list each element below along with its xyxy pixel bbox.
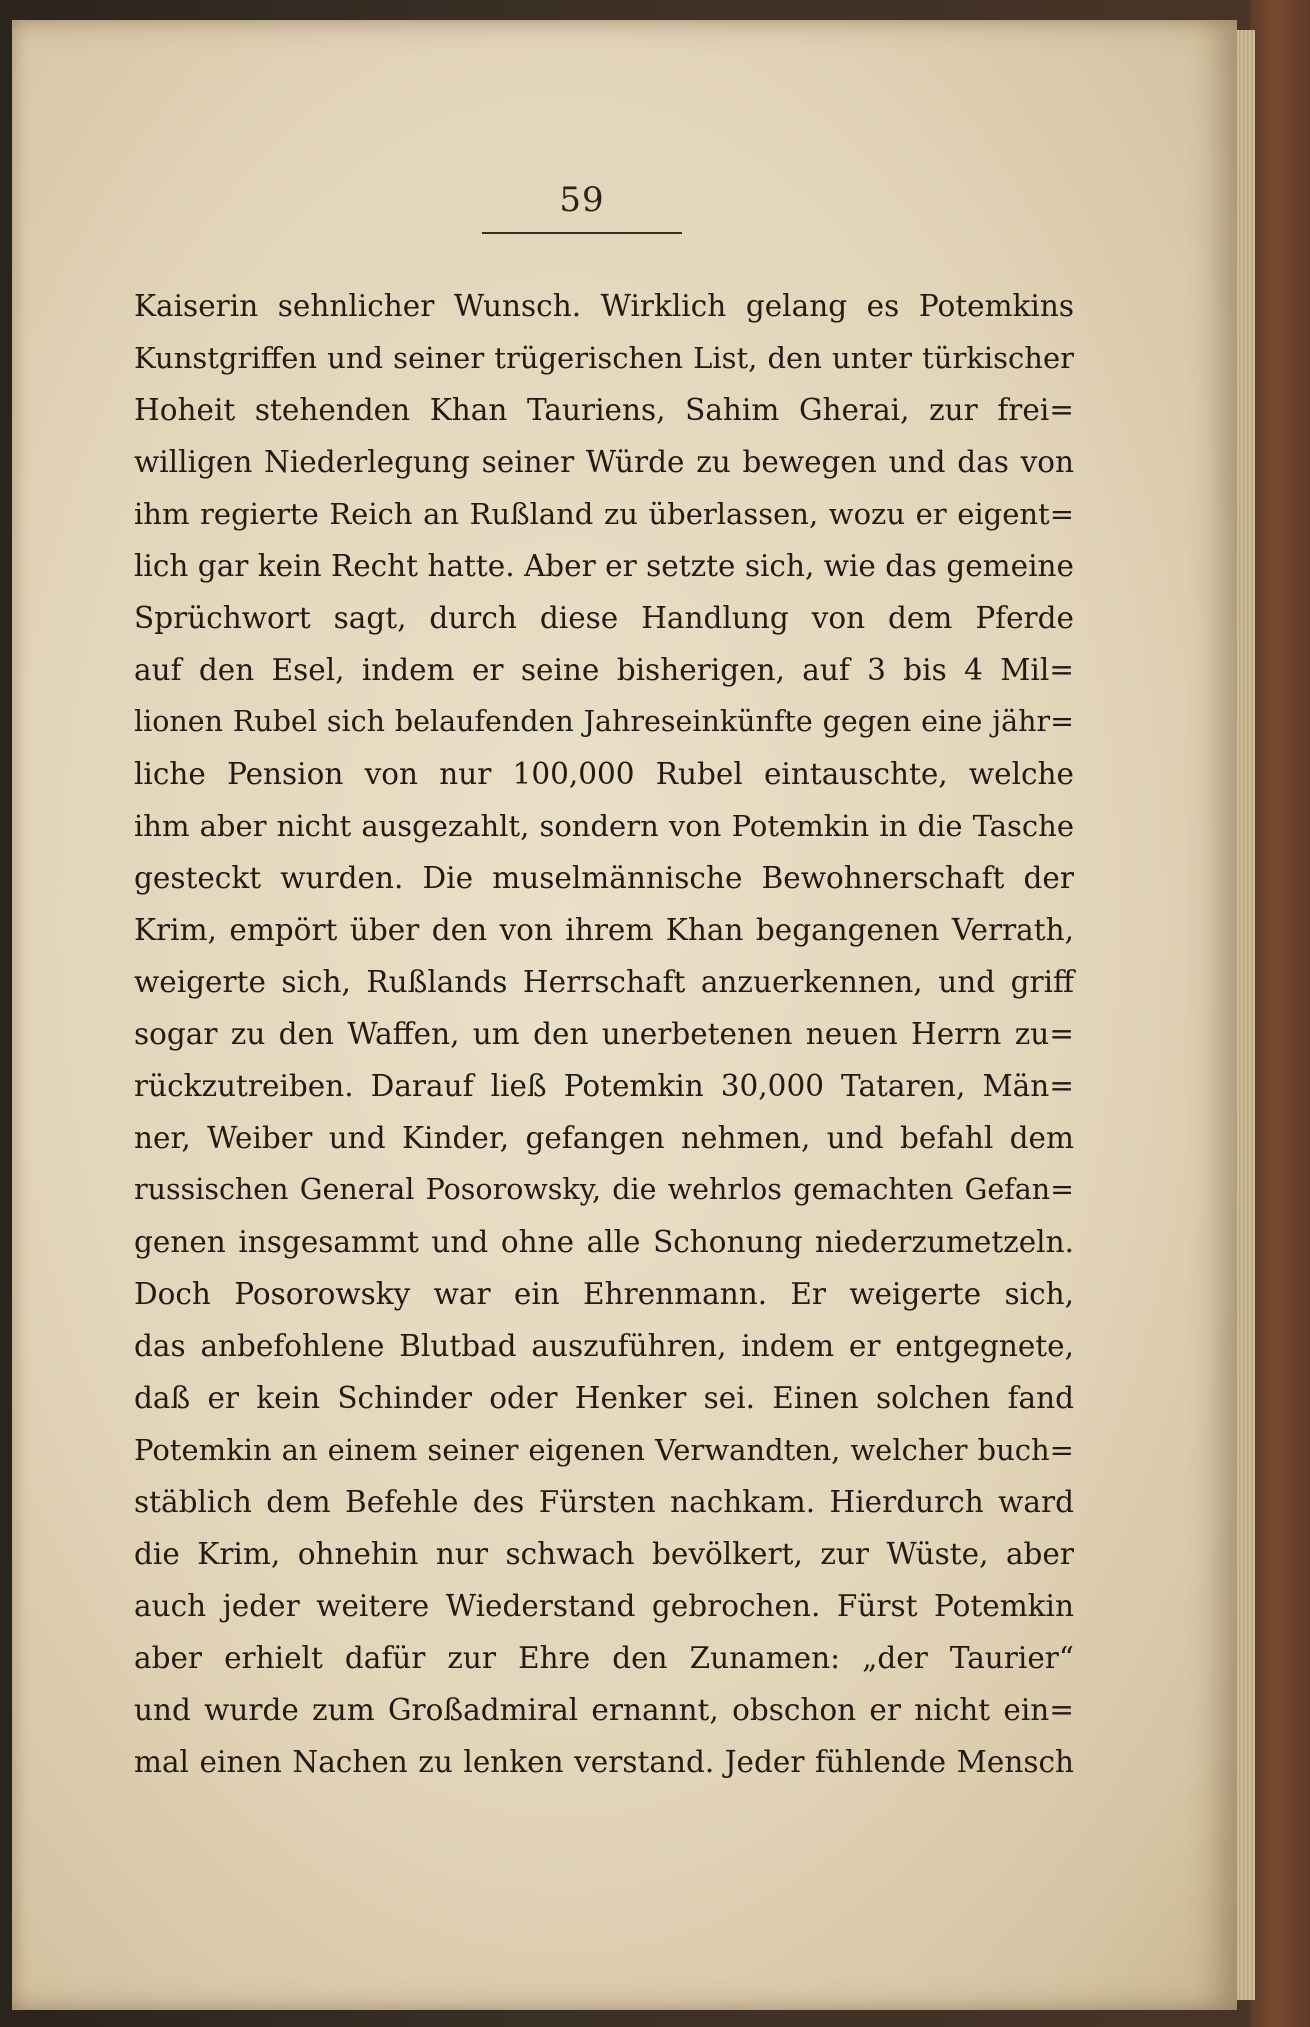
text-line: daß er kein Schinder oder Henker sei. Einen solchen fand xyxy=(134,1381,1074,1415)
text-line: Hoheit stehenden Khan Tauriens, Sahim Gherai, zur frei= xyxy=(134,393,1074,427)
page-stack-edge xyxy=(1237,30,1255,2000)
text-line: willigen Niederlegung seiner Würde zu bewegen und das von xyxy=(134,445,1074,479)
text-line: Kaiserin sehnlicher Wunsch. Wirklich gelang es Potemkins xyxy=(134,289,1074,323)
text-line: Sprüchwort sagt, durch diese Handlung von dem Pferde xyxy=(134,601,1074,635)
text-line: liche Pension von nur 100,000 Rubel eintauschte, welche xyxy=(134,757,1074,791)
text-line: stäblich dem Befehle des Fürsten nachkam. Hierdurch ward xyxy=(134,1485,1074,1519)
text-line: gesteckt wurden. Die muselmännische Bewohnerschaft der xyxy=(134,861,1074,895)
text-line: Krim, empört über den von ihrem Khan begangenen Verrath, xyxy=(134,913,1074,947)
text-line: und wurde zum Großadmiral ernannt, obschon er nicht ein= xyxy=(134,1693,1074,1727)
body-text xyxy=(134,280,1074,1788)
text-line: genen insgesammt und ohne alle Schonung niederzumetzeln. xyxy=(134,1225,1074,1259)
text-line: ihm aber nicht ausgezahlt, sondern von Potemkin in die Tasche xyxy=(134,809,1074,843)
text-line: ner, Weiber und Kinder, gefangen nehmen, und befahl dem xyxy=(134,1121,1074,1155)
text-line: die Krim, ohnehin nur schwach bevölkert, zur Wüste, aber xyxy=(134,1537,1074,1571)
page-number: 59 xyxy=(559,180,605,220)
book-page xyxy=(12,20,1237,2010)
text-line: russischen General Posorowsky, die wehrlos gemachten Gefan= xyxy=(134,1173,1074,1206)
book-cover-edge xyxy=(1250,0,1310,2027)
text-line: das anbefohlene Blutbad auszuführen, indem er entgegnete, xyxy=(134,1329,1074,1363)
text-line: weigerte sich, Rußlands Herrschaft anzuerkennen, und griff xyxy=(134,965,1074,999)
text-line: Doch Posorowsky war ein Ehrenmann. Er weigerte sich, xyxy=(134,1277,1074,1311)
text-line: ihm regierte Reich an Rußland zu überlassen, wozu er eigent= xyxy=(134,497,1074,531)
text-line: Potemkin an einem seiner eigenen Verwandten, welcher buch= xyxy=(134,1433,1074,1467)
text-line: aber erhielt dafür zur Ehre den Zunamen: „der Taurier“ xyxy=(134,1641,1074,1675)
text-line: mal einen Nachen zu lenken verstand. Jeder fühlende Mensch xyxy=(134,1745,1074,1779)
text-line: rückzutreiben. Darauf ließ Potemkin 30,000 Tataren, Män= xyxy=(134,1069,1074,1103)
text-line: lich gar kein Recht hatte. Aber er setzte sich, wie das gemeine xyxy=(134,549,1074,583)
text-line: sogar zu den Waffen, um den unerbetenen neuen Herrn zu= xyxy=(134,1017,1074,1051)
text-line: auch jeder weitere Wiederstand gebrochen. Fürst Potemkin xyxy=(134,1589,1074,1623)
text-line: auf den Esel, indem er seine bisherigen, auf 3 bis 4 Mil= xyxy=(134,653,1074,687)
text-line: Kunstgriffen und seiner trügerischen List, den unter türkischer xyxy=(134,341,1074,375)
text-line: lionen Rubel sich belaufenden Jahreseinkünfte gegen eine jähr= xyxy=(134,705,1074,738)
header-rule xyxy=(482,232,682,234)
